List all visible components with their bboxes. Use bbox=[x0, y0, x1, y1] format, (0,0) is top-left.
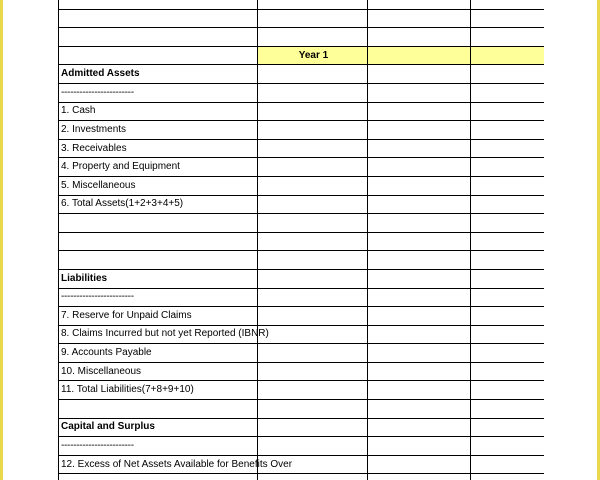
table-row bbox=[59, 474, 545, 480]
value-cell[interactable] bbox=[471, 0, 545, 9]
value-cell[interactable] bbox=[471, 102, 545, 121]
value-cell[interactable] bbox=[258, 251, 368, 270]
table-row bbox=[59, 251, 545, 270]
value-cell[interactable] bbox=[258, 232, 368, 251]
value-cell[interactable] bbox=[368, 437, 471, 456]
value-cell[interactable] bbox=[368, 325, 471, 344]
value-cell[interactable] bbox=[471, 121, 545, 140]
value-cell[interactable] bbox=[368, 307, 471, 326]
value-cell[interactable] bbox=[258, 102, 368, 121]
label-cell[interactable] bbox=[59, 46, 258, 65]
value-cell[interactable] bbox=[368, 232, 471, 251]
value-cell[interactable] bbox=[471, 400, 545, 419]
value-cell[interactable] bbox=[368, 176, 471, 195]
value-cell[interactable] bbox=[258, 83, 368, 102]
value-cell[interactable] bbox=[368, 214, 471, 233]
value-cell[interactable] bbox=[258, 28, 368, 47]
table-row bbox=[59, 28, 545, 47]
value-cell[interactable] bbox=[258, 0, 368, 9]
value-cell[interactable] bbox=[471, 307, 545, 326]
table-row bbox=[59, 102, 545, 121]
table-row bbox=[59, 46, 545, 65]
line-item-label[interactable]: 6. Total Assets(1+2+3+4+5) bbox=[59, 195, 258, 214]
value-cell[interactable] bbox=[368, 0, 471, 9]
table-row bbox=[59, 307, 545, 326]
line-item-label[interactable]: 12. Excess of Net Assets Available for Benefits Over bbox=[59, 455, 258, 474]
label-cell[interactable] bbox=[59, 214, 258, 233]
line-item-label[interactable]: 1. Cash bbox=[59, 102, 258, 121]
spreadsheet bbox=[58, 0, 544, 480]
value-cell[interactable] bbox=[471, 232, 545, 251]
table-row bbox=[59, 9, 545, 28]
value-cell[interactable] bbox=[368, 362, 471, 381]
table-row bbox=[59, 269, 545, 288]
value-cell[interactable] bbox=[368, 344, 471, 363]
label-cell[interactable] bbox=[59, 400, 258, 419]
line-item-label[interactable]: 7. Reserve for Unpaid Claims bbox=[59, 307, 258, 326]
table-row bbox=[59, 455, 545, 474]
value-cell[interactable] bbox=[368, 195, 471, 214]
value-cell[interactable] bbox=[258, 121, 368, 140]
value-cell[interactable] bbox=[368, 251, 471, 270]
value-cell[interactable] bbox=[258, 65, 368, 84]
value-cell[interactable] bbox=[258, 176, 368, 195]
table-row bbox=[59, 158, 545, 177]
value-cell[interactable] bbox=[471, 418, 545, 437]
value-cell[interactable] bbox=[258, 362, 368, 381]
table-row bbox=[59, 362, 545, 381]
table-row bbox=[59, 437, 545, 456]
table-row bbox=[59, 214, 545, 233]
table-row bbox=[59, 344, 545, 363]
line-item-label[interactable]: 3. Receivables bbox=[59, 139, 258, 158]
header-cell[interactable] bbox=[368, 46, 471, 65]
table-row bbox=[59, 325, 545, 344]
value-cell[interactable] bbox=[258, 381, 368, 400]
value-cell[interactable] bbox=[471, 455, 545, 474]
section-heading[interactable]: Liabilities bbox=[59, 269, 258, 288]
value-cell[interactable] bbox=[258, 195, 368, 214]
label-cell[interactable] bbox=[59, 28, 258, 47]
value-cell[interactable] bbox=[258, 214, 368, 233]
line-item-label[interactable]: 4. Property and Equipment bbox=[59, 158, 258, 177]
label-cell[interactable] bbox=[59, 9, 258, 28]
table-row bbox=[59, 232, 545, 251]
value-cell[interactable] bbox=[471, 474, 545, 480]
value-cell[interactable] bbox=[471, 362, 545, 381]
balance-sheet-table bbox=[58, 0, 544, 480]
value-cell[interactable] bbox=[258, 139, 368, 158]
section-heading[interactable]: Admitted Assets bbox=[59, 65, 258, 84]
value-cell[interactable] bbox=[258, 474, 368, 480]
line-item-label[interactable]: 11. Total Liabilities(7+8+9+10) bbox=[59, 381, 258, 400]
table-row bbox=[59, 121, 545, 140]
value-cell[interactable] bbox=[471, 9, 545, 28]
value-cell[interactable] bbox=[368, 65, 471, 84]
value-cell[interactable] bbox=[368, 121, 471, 140]
value-cell[interactable] bbox=[368, 28, 471, 47]
table-row bbox=[59, 176, 545, 195]
value-cell[interactable] bbox=[368, 83, 471, 102]
table-row bbox=[59, 83, 545, 102]
value-cell[interactable] bbox=[471, 381, 545, 400]
value-cell[interactable] bbox=[471, 139, 545, 158]
value-cell[interactable] bbox=[471, 65, 545, 84]
table-body bbox=[59, 0, 545, 480]
value-cell[interactable] bbox=[258, 269, 368, 288]
line-item-label[interactable]: 9. Accounts Payable bbox=[59, 344, 258, 363]
value-cell[interactable] bbox=[471, 214, 545, 233]
value-cell[interactable] bbox=[471, 176, 545, 195]
line-item-label[interactable]: 10. Miscellaneous bbox=[59, 362, 258, 381]
value-cell[interactable] bbox=[471, 325, 545, 344]
value-cell[interactable] bbox=[258, 158, 368, 177]
year-header[interactable]: Year 1 bbox=[258, 46, 368, 65]
table-row bbox=[59, 139, 545, 158]
dash-separator[interactable]: ------------------------ bbox=[59, 437, 258, 456]
line-item-label[interactable]: 8. Claims Incurred but not yet Reported (IBNR) bbox=[59, 325, 258, 344]
value-cell[interactable] bbox=[471, 344, 545, 363]
dash-separator[interactable]: ------------------------ bbox=[59, 83, 258, 102]
header-cell[interactable] bbox=[471, 46, 545, 65]
value-cell[interactable] bbox=[471, 195, 545, 214]
label-cell[interactable] bbox=[59, 251, 258, 270]
table-row bbox=[59, 418, 545, 437]
value-cell[interactable] bbox=[368, 102, 471, 121]
value-cell[interactable] bbox=[471, 251, 545, 270]
table-row bbox=[59, 381, 545, 400]
table-row bbox=[59, 400, 545, 419]
value-cell[interactable] bbox=[258, 325, 368, 344]
value-cell[interactable] bbox=[368, 474, 471, 480]
label-cell[interactable] bbox=[59, 232, 258, 251]
value-cell[interactable] bbox=[368, 400, 471, 419]
value-cell[interactable] bbox=[471, 28, 545, 47]
dash-separator[interactable]: ------------------------ bbox=[59, 288, 258, 307]
value-cell[interactable] bbox=[471, 269, 545, 288]
value-cell[interactable] bbox=[258, 307, 368, 326]
value-cell[interactable] bbox=[368, 139, 471, 158]
table-row bbox=[59, 288, 545, 307]
line-item-label[interactable]: 2. Investments bbox=[59, 121, 258, 140]
yellow-frame-left bbox=[0, 0, 3, 480]
label-cell[interactable] bbox=[59, 474, 258, 480]
table-row bbox=[59, 195, 545, 214]
value-cell[interactable] bbox=[368, 455, 471, 474]
value-cell[interactable] bbox=[471, 158, 545, 177]
value-cell[interactable] bbox=[258, 9, 368, 28]
label-cell[interactable] bbox=[59, 0, 258, 9]
value-cell[interactable] bbox=[368, 381, 471, 400]
value-cell[interactable] bbox=[471, 437, 545, 456]
value-cell[interactable] bbox=[258, 344, 368, 363]
table-row bbox=[59, 65, 545, 84]
value-cell[interactable] bbox=[471, 288, 545, 307]
value-cell[interactable] bbox=[258, 400, 368, 419]
value-cell[interactable] bbox=[471, 83, 545, 102]
value-cell[interactable] bbox=[258, 437, 368, 456]
value-cell[interactable] bbox=[368, 158, 471, 177]
value-cell[interactable] bbox=[368, 9, 471, 28]
table-row bbox=[59, 0, 545, 9]
value-cell[interactable] bbox=[368, 288, 471, 307]
value-cell[interactable] bbox=[368, 418, 471, 437]
section-heading[interactable]: Capital and Surplus bbox=[59, 418, 258, 437]
value-cell[interactable] bbox=[258, 288, 368, 307]
value-cell[interactable] bbox=[258, 418, 368, 437]
value-cell[interactable] bbox=[368, 269, 471, 288]
line-item-label[interactable]: 5. Miscellaneous bbox=[59, 176, 258, 195]
